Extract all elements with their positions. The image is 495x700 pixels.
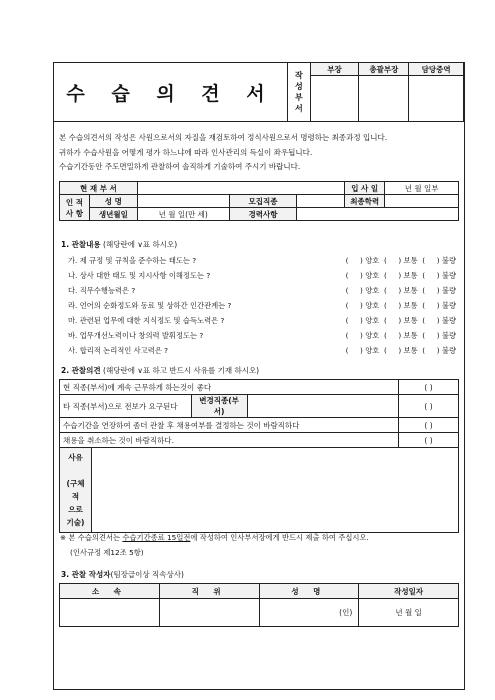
approval-sign-manager[interactable] bbox=[310, 76, 359, 122]
opinion-check[interactable]: ( ) bbox=[399, 418, 459, 433]
list-item: 바. 업무개선노력이나 창의력 발휘정도는 ? ( ) 양호 ( ) 보통 ( ) 불량 bbox=[68, 330, 456, 340]
dept-field[interactable] bbox=[137, 182, 344, 195]
rating-choices[interactable]: ( ) 양호 ( ) 보통 ( ) 불량 bbox=[345, 255, 456, 265]
list-item: 라. 언어의 순화정도와 동료 및 상하간 인간관계는 ? ( ) 양호 ( ) 보통 ( ) 불량 bbox=[68, 300, 456, 310]
opinion-check[interactable]: ( ) bbox=[399, 380, 459, 395]
writer-header-name: 성 명 bbox=[259, 584, 359, 599]
observation-list bbox=[64, 253, 456, 358]
approval-table bbox=[287, 62, 464, 122]
info-table bbox=[59, 181, 459, 221]
writer-table bbox=[59, 583, 459, 627]
recruit-type-field[interactable] bbox=[297, 195, 345, 208]
list-item: 다. 직무수행능력은 ? ( ) 양호 ( ) 보통 ( ) 불량 bbox=[68, 285, 456, 295]
approval-side-label: 작 성 부 서 bbox=[288, 63, 311, 122]
form-header bbox=[54, 63, 464, 122]
opinion-table bbox=[59, 379, 459, 533]
approval-sign-executive[interactable] bbox=[409, 76, 464, 122]
form-title: 수 습 의 견 서 bbox=[66, 82, 275, 105]
opinion-option: 타 직종(부서)으로 전보가 요구된다 bbox=[60, 395, 192, 418]
approval-header-executive: 담당중역 bbox=[409, 63, 464, 76]
writer-name-field[interactable] bbox=[259, 599, 359, 627]
seal-mark: (인) bbox=[339, 608, 353, 617]
intro-text: 본 수습의견서의 작성은 사원으로서의 자질을 재검토하여 정식사원으로서 명령하는 최종과정 입니다. 귀하가 수습사원을 어떻게 평가 하느냐에 따라 인사관리의 득실이 좌우됩니다. 수습기간동안 주도면밀하게 관찰하여 솔직하게 기술하여 주시기 바랍니다. bbox=[59, 133, 388, 171]
writer-date-field[interactable]: 년 월 일 bbox=[359, 599, 459, 627]
change-dept-field[interactable] bbox=[247, 395, 399, 418]
list-item: 사. 합리적 논리적인 사고력은 ? ( ) 양호 ( ) 보통 ( ) 불량 bbox=[68, 345, 456, 355]
career-field[interactable] bbox=[297, 208, 459, 221]
birth-label: 생년월일 bbox=[89, 208, 137, 221]
opinion-option: 채용을 취소하는 것이 바람직하다. bbox=[60, 433, 399, 448]
writer-dept-field[interactable] bbox=[60, 599, 160, 627]
opinion-option: 수습기간을 연장하여 좀더 관찰 후 채용여부를 결정하는 것이 바람직하다 bbox=[60, 418, 399, 433]
name-label: 성 명 bbox=[89, 195, 137, 208]
rating-choices[interactable]: ( ) 양호 ( ) 보통 ( ) 불량 bbox=[345, 315, 456, 325]
personal-info-label: 인 적 사 항 bbox=[60, 195, 90, 221]
section3-title: 3. 관찰 작성자(팀장급이상 직속상사) bbox=[61, 570, 184, 579]
opinion-check[interactable]: ( ) bbox=[399, 395, 459, 418]
dept-label: 현 재 부 서 bbox=[60, 182, 138, 195]
form-frame bbox=[53, 62, 465, 690]
section1-title: 1. 관찰내용 (해당란에 ∨표 하시오) bbox=[61, 240, 178, 249]
approval-header-general-manager: 총괄부장 bbox=[359, 63, 409, 76]
education-label: 최종학력 bbox=[345, 195, 385, 208]
writer-header-dept: 소 속 bbox=[60, 584, 160, 599]
list-item: 나. 상사 대한 태도 및 지시사항 이해정도는 ? ( ) 양호 ( ) 보통 ( ) 불량 bbox=[68, 270, 456, 280]
rating-choices[interactable]: ( ) 양호 ( ) 보통 ( ) 불량 bbox=[345, 285, 456, 295]
career-label: 경력사항 bbox=[229, 208, 297, 221]
join-date-field[interactable]: 년 월 일부 bbox=[385, 182, 459, 195]
recruit-type-label: 모집직종 bbox=[229, 195, 297, 208]
approval-header-manager: 부장 bbox=[310, 63, 359, 76]
writer-position-field[interactable] bbox=[159, 599, 259, 627]
opinion-check[interactable]: ( ) bbox=[399, 433, 459, 448]
writer-header-date: 작성일자 bbox=[359, 584, 459, 599]
approval-sign-general-manager[interactable] bbox=[359, 76, 409, 122]
list-item: 마. 관련된 업무에 대한 지식정도 및 습득노력은 ? ( ) 양호 ( ) 보통 ( ) 불량 bbox=[68, 315, 456, 325]
rating-choices[interactable]: ( ) 양호 ( ) 보통 ( ) 불량 bbox=[345, 300, 456, 310]
education-field[interactable] bbox=[385, 195, 459, 208]
birth-field[interactable]: 년 월 일(만 세) bbox=[137, 208, 229, 221]
reason-label: 사유 (구체적 으로 기술) bbox=[60, 448, 92, 533]
join-date-label: 입 사 일 bbox=[345, 182, 385, 195]
submission-note: ※ 본 수습의견서는 수습기간종료 15일전에 작성하여 인사부서장에게 반드시 제출 하여 주십시오. (인사규정 제12조 5항) bbox=[60, 533, 369, 557]
name-field[interactable] bbox=[137, 195, 229, 208]
change-dept-label: 변경직종(부서) bbox=[191, 395, 247, 418]
rating-choices[interactable]: ( ) 양호 ( ) 보통 ( ) 불량 bbox=[345, 330, 456, 340]
opinion-option: 현 직종(부서)에 계속 근무하게 하는것이 좋다 bbox=[60, 380, 399, 395]
writer-header-position: 직 위 bbox=[159, 584, 259, 599]
list-item: 가. 제 규정 및 규칙을 준수하는 태도는 ? ( ) 양호 ( ) 보통 ( ) 불량 bbox=[68, 255, 456, 265]
rating-choices[interactable]: ( ) 양호 ( ) 보통 ( ) 불량 bbox=[345, 345, 456, 355]
reason-field[interactable] bbox=[91, 448, 458, 533]
section2-title: 2. 관찰의견 (해당란에 ∨표 하고 반드시 사유를 기재 하시오) bbox=[61, 366, 260, 375]
rating-choices[interactable]: ( ) 양호 ( ) 보통 ( ) 불량 bbox=[345, 270, 456, 280]
